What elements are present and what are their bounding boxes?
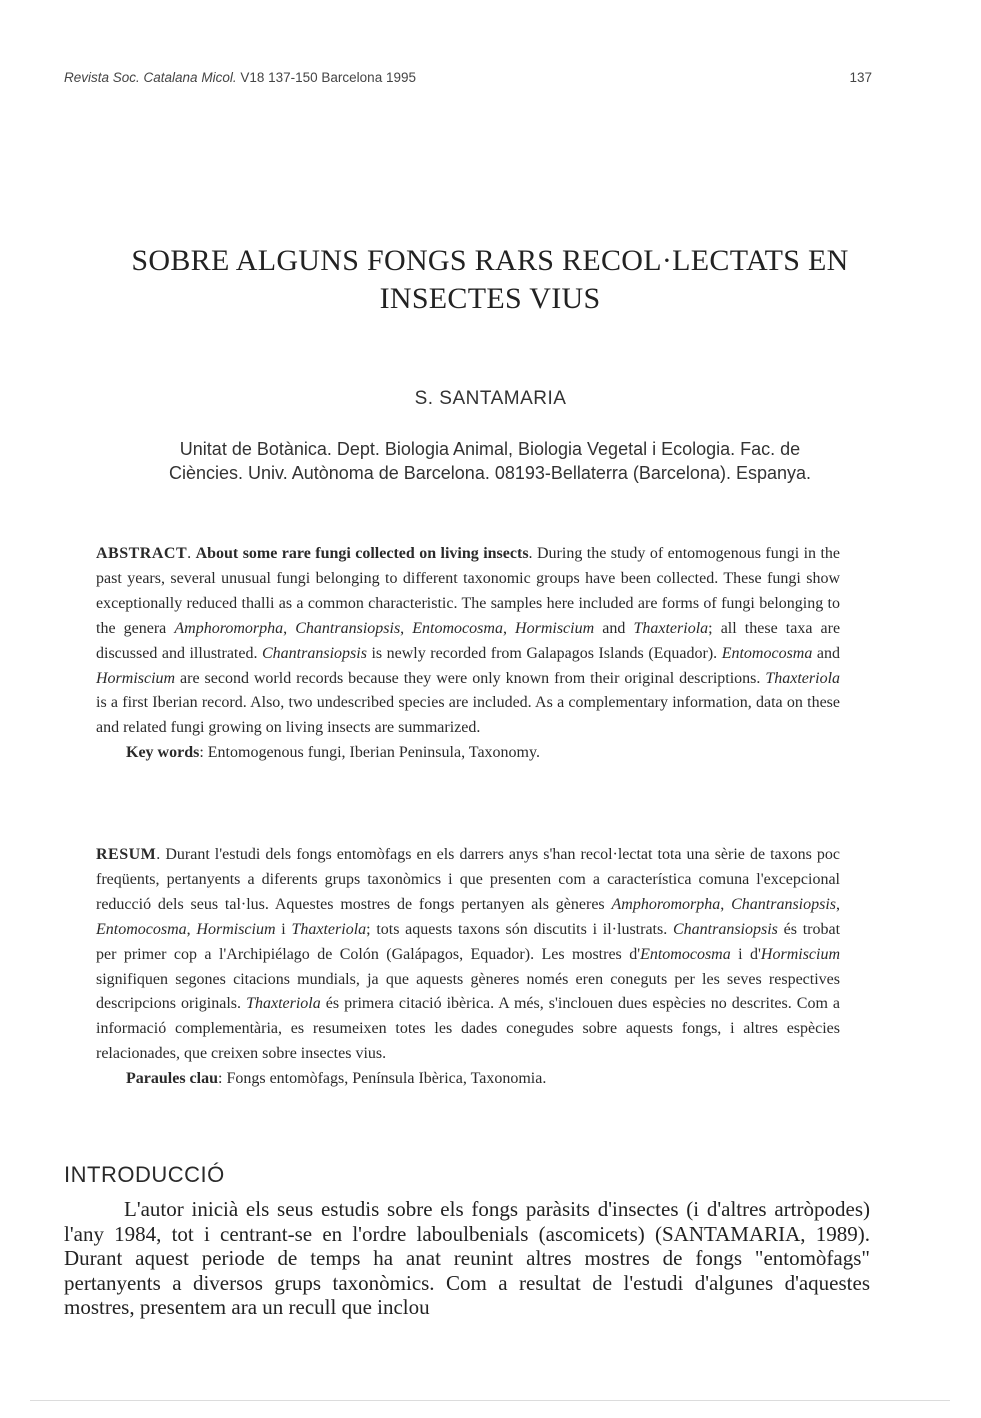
- keywords: Paraules clau: Fongs entomòfags, Península Ibèrica, Taxonomia.: [126, 1070, 547, 1088]
- resum-text: ; tots aquests taxons són discutits i il·lustrats.: [366, 920, 668, 938]
- article-title: [60, 242, 920, 318]
- genus-name: Hormiscium: [96, 669, 176, 687]
- scan-edge-line: [30, 1400, 950, 1401]
- genus-name: Entomocosma: [412, 619, 503, 637]
- genus-name: Thaxteriola: [765, 669, 841, 687]
- resum-text: signifiquen segones citacions mundials, ja que aquests gèneres només eren coneguts per les seves respectives descripcions originals.: [96, 970, 840, 1013]
- genus-name: Thaxteriola: [246, 995, 321, 1013]
- title-line-2: INSECTES VIUS: [379, 282, 601, 315]
- genus-name: Chantransiopsis: [731, 895, 837, 913]
- abstract-text: and: [816, 644, 840, 662]
- keywords-label: Paraules clau: [126, 1070, 218, 1088]
- section-heading: INTRODUCCIÓ: [64, 1162, 225, 1187]
- introduction: [64, 1197, 870, 1320]
- genus-name: Entomocosma: [640, 945, 731, 963]
- genus-name: Hormiscium: [760, 945, 841, 963]
- genus-name: Thaxteriola: [633, 619, 709, 637]
- keywords: Key words: Entomogenous fungi, Iberian Peninsula, Taxonomy.: [126, 744, 540, 762]
- resum-text: i: [281, 920, 286, 938]
- resum: [96, 843, 840, 1092]
- genus-name: Amphoromorpha: [174, 619, 284, 637]
- running-head: [64, 70, 872, 85]
- abstract-text: ; all these taxa are discussed and illustrated.: [96, 619, 841, 662]
- abstract-label: ABSTRACT: [96, 545, 188, 562]
- genus-name: Hormiscium: [196, 920, 276, 938]
- abstract-text: are second world records because they were only known from their original descriptions.: [180, 669, 761, 687]
- resum-paragraph: RESUM. Durant l'estudi dels fongs entomòfags en els darrers anys s'han recol·lectat tota una sèrie de taxons poc freqüents, pertanyents a diferents grups taxonòmics i que presenten com a característica comuna l'excepcional reducció dels seus tal·lus. Aquestes mostres de fongs pertanyen als gèneres Amphoromorpha, Chantransiopsis, Entomocosma, Hormiscium i Thaxteriola; tots aquests taxons són discutits i il·lustrats. Chantransiopsis és trobat per primer cop a l'Archipiélago de Colón (Galápagos, Equador). Les mostres d'Entomocosma i d'Hormiscium signifiquen segones citacions mundials, ja que aquests gèneres només eren coneguts per les seves respectives descripcions originals. Thaxteriola és primera citació ibèrica. A més, s'inclouen dues espècies no descrites. Com a informació complementària, es resumeixen totes les dades conegudes sobre aquests fongs, i altres espècies relacionades, que creixen sobre insectes vius.: [96, 846, 841, 1063]
- title-line-1: SOBRE ALGUNS FONGS RARS RECOL·LECTATS EN: [131, 244, 849, 277]
- resum-text: Durant l'estudi dels fongs entomòfags en els darrers anys s'han recol·lectat tota una sèrie de taxons poc freqüents, pertanyents a diferents grups taxonòmics i que presenten com a característica comuna l'excepcional reducció dels seus tal·lus. Aquestes mostres de fongs pertanyen als gèneres: [96, 846, 841, 913]
- resum-text: és primera citació ibèrica. A més, s'inclouen dues espècies no descrites. Com a informació complementària, es resumeixen totes les dades conegudes sobre aquests fongs, i altres espècies relacionades, que creixen sobre insectes vius.: [96, 995, 841, 1063]
- genus-name: Chantransiopsis: [262, 644, 367, 662]
- journal-name: Revista Soc. Catalana Micol.: [64, 70, 237, 85]
- abstract: [96, 542, 840, 766]
- abstract-text: is a first Iberian record. Also, two undescribed species are included. As a complementary information, data on these and related fungi growing on living insects are summarized.: [96, 694, 840, 737]
- page-number: 137: [849, 70, 872, 85]
- author: S. SANTAMARIA: [414, 388, 567, 409]
- genus-name: Chantransiopsis: [295, 619, 401, 637]
- affiliation: [110, 437, 870, 485]
- keywords-label: Key words: [126, 744, 200, 762]
- resum-label: RESUM: [96, 846, 157, 863]
- keywords-text: Fongs entomòfags, Península Ibèrica, Taxonomia.: [226, 1070, 547, 1088]
- resum-text: i d': [738, 945, 761, 963]
- abstract-title: About some rare fungi collected on living insects: [195, 545, 529, 562]
- genus-name: Chantransiopsis: [672, 920, 778, 938]
- genus-name: Amphoromorpha: [611, 895, 721, 913]
- genus-name: Thaxteriola: [291, 920, 367, 938]
- introduction-paragraph: L'autor inicià els seus estudis sobre els fongs paràsits d'insectes (i d'altres artròpodes) l'any 1984, tot i centrant-se en l'ordre laboulbenials (ascomicets) (SANTAMARIA, 1989). Durant aquest periode de temps ha anat reunint altres mostres de fongs "entomòfags" pertanyents a diversos grups taxonòmics. Com a resultat de l'estudi d'algunes d'aquestes mostres, presentem ara un recull que inclou: [64, 1197, 870, 1320]
- abstract-text: During the study of entomogenous fungi in the past years, several unusual fungi belonging to different taxonomic groups have been collected. These fungi show exceptionally reduced thalli as a common characteristic. The samples here included are forms of fungi belonging to the genera: [96, 545, 841, 637]
- affiliation-line-1: Unitat de Botànica. Dept. Biologia Animal, Biologia Vegetal i Ecologia. Fac. de: [179, 439, 801, 459]
- affiliation-line-2: Ciències. Univ. Autònoma de Barcelona. 08193-Bellaterra (Barcelona). Espanya.: [168, 463, 812, 483]
- resum-text: és trobat per primer cop a l'Archipiélago de Colón (Galápagos, Equador). Les mostres d': [96, 920, 841, 963]
- abstract-paragraph: ABSTRACT. About some rare fungi collected on living insects. During the study of entomogenous fungi in the past years, several unusual fungi belonging to different taxonomic groups have been collected. These fungi show exceptionally reduced thalli as a common characteristic. The samples here included are forms of fungi belonging to the genera Amphoromorpha, Chantransiopsis, Entomocosma, Hormiscium and Thaxteriola; all these taxa are discussed and illustrated. Chantransiopsis is newly recorded from Galapagos Islands (Equador). Entomocosma and Hormiscium are second world records because they were only known from their original descriptions. Thaxteriola is a first Iberian record. Also, two undescribed species are included. As a complementary information, data on these and related fungi growing on living insects are summarized.: [96, 545, 841, 737]
- abstract-text: and: [602, 619, 626, 637]
- keywords-text: Entomogenous fungi, Iberian Peninsula, Taxonomy.: [207, 744, 540, 762]
- citation: V18 137-150 Barcelona 1995: [240, 70, 416, 85]
- genus-name: Entomocosma: [96, 920, 187, 938]
- genus-name: Hormiscium: [515, 619, 595, 637]
- genus-name: Entomocosma: [721, 644, 813, 662]
- abstract-text: is newly recorded from Galapagos Islands (Equador).: [371, 644, 718, 662]
